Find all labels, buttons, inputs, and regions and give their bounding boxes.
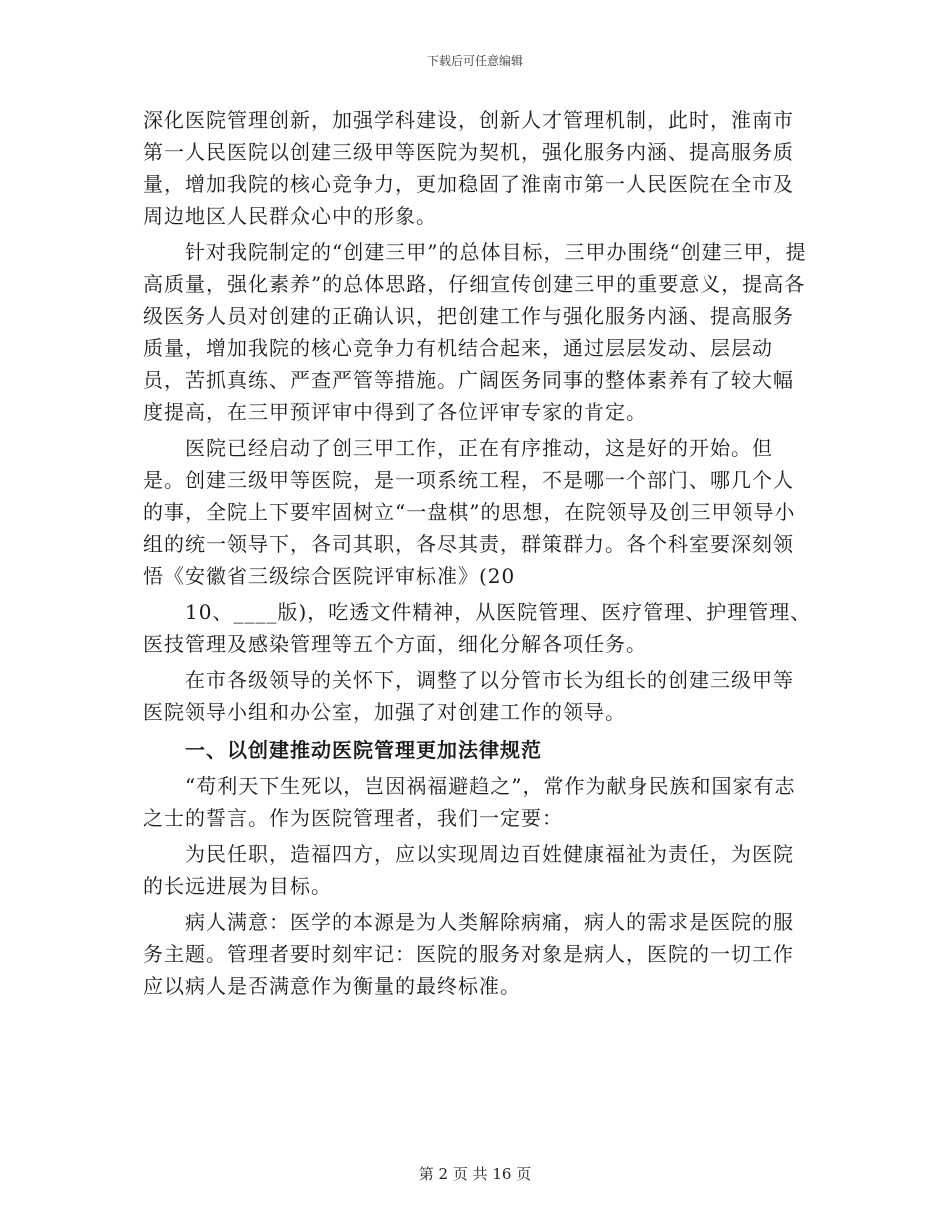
page-header-note: 下载后可任意编辑: [426, 54, 523, 68]
page-footer-number: 第 2 页 共 16 页: [418, 1165, 532, 1183]
paragraph: 针对我院制定的“创建三甲”的总体目标，三甲办围绕“创建三甲，提高质量，强化素养”的总体思路，仔细宣传创建三甲的重要意义，提高各级医务人员对创建的正确认识，把创建工作与强化服务内涵、提高服务质量，增加我院的核心竞争力有机结合起来，通过层层发动、层层动员，苦抓真练、严查严管等措施。广阔医务同事的整体素养有了较大幅度提高，在三甲预评审中得到了各位评审专家的肯定。: [143, 240, 807, 424]
paragraph: 在市各级领导的关怀下，调整了以分管市长为组长的创建三级甲等医院领导小组和办公室，加强了对创建工作的领导。: [143, 668, 794, 724]
paragraph: “苟利天下生死以，岂因祸福避趋之”，常作为献身民族和国家有志之士的誓言。作为医院管理者，我们一定要：: [143, 774, 796, 830]
paragraph: 医院已经启动了创三甲工作，正在有序推动，这是好的开始。但是。创建三级甲等医院，是一项系统工程，不是哪一个部门、哪几个人的事，全院上下要牢固树立“一盘棋”的思想，在院领导及创三甲领导小组的统一领导下，各司其职，各尽其责，群策群力。各个科室要深刻领悟《安徽省三级综合医院评审标准》(20: [143, 436, 796, 588]
paragraph: 10、____版)，吃透文件精神，从医院管理、医疗管理、护理管理、医技管理及感染管理等五个方面，细化分解各项任务。: [143, 600, 812, 656]
section-heading: 一、以创建推动医院管理更加法律规范: [185, 738, 542, 762]
paragraph: 病人满意：医学的本源是为人类解除病痛，病人的需求是医院的服务主题。管理者要时刻牢记：医院的服务对象是病人，医院的一切工作应以病人是否满意作为衡量的最终标准。: [143, 910, 794, 998]
document-body: [143, 104, 813, 1002]
paragraph-continuation: 深化医院管理创新，加强学科建设，创新人才管理机制，此时，淮南市第一人民医院以创建三级甲等医院为契机，强化服务内涵、提高服务质量，增加我院的核心竞争力，更加稳固了淮南市第一人民医院在全市及周边地区人民群众心中的形象。: [143, 108, 794, 228]
paragraph: 为民任职，造福四方，应以实现周边百姓健康福祉为责任，为医院的长远进展为目标。: [143, 842, 794, 898]
